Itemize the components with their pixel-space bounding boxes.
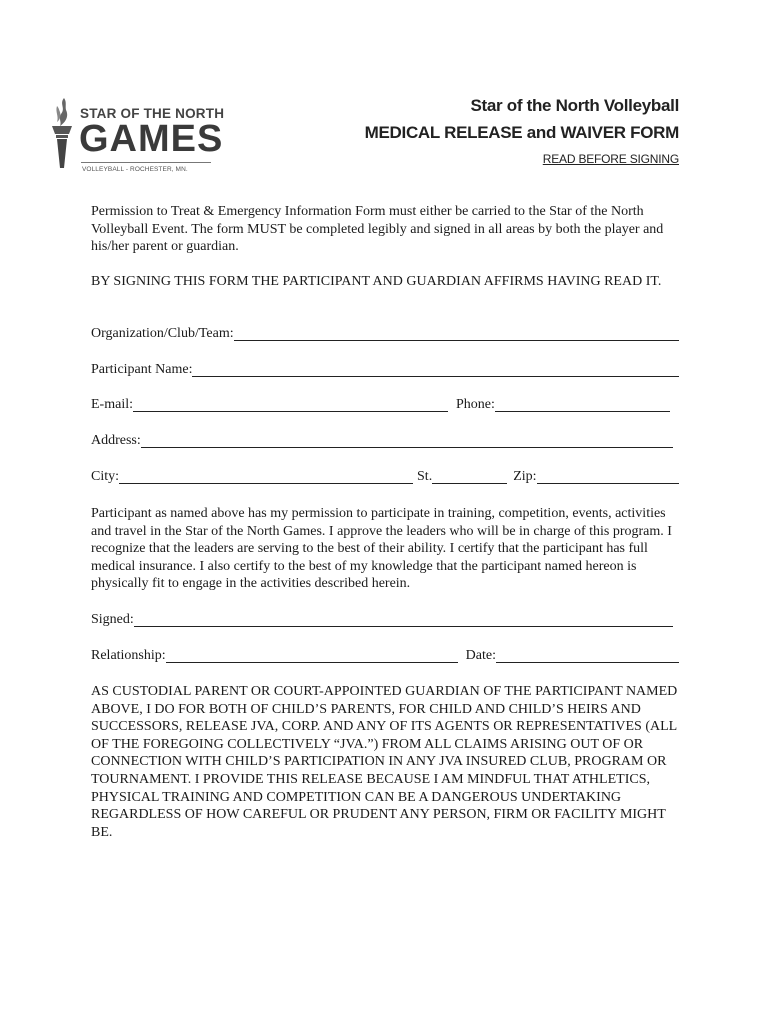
email-label: E-mail:	[91, 397, 133, 412]
email-field[interactable]	[133, 395, 448, 412]
phone-label: Phone:	[456, 397, 495, 412]
zip-label: Zip:	[513, 469, 537, 484]
date-field[interactable]	[496, 646, 679, 663]
organization-row	[91, 324, 679, 344]
affirm-paragraph: BY SIGNING THIS FORM THE PARTICIPANT AND GUARDIAN AFFIRMS HAVING READ IT.	[91, 274, 662, 289]
participant-name-field[interactable]	[192, 360, 679, 377]
date-label: Date:	[465, 648, 496, 663]
state-field[interactable]	[432, 467, 507, 484]
address-row	[91, 431, 679, 451]
signature-field[interactable]	[134, 610, 673, 627]
relationship-field[interactable]	[166, 646, 458, 663]
participant-name-label: Participant Name:	[91, 362, 193, 377]
intro-paragraph: Permission to Treat & Emergency Information Form must either be carried to the Star of the North Volleyball Event. The form MUST be completed legibly and signed in all areas by both the player and his/her parent or guardian.	[91, 204, 664, 255]
participant-name-row	[91, 360, 679, 380]
form-header	[365, 95, 679, 167]
logo-divider	[81, 162, 211, 163]
form-subtitle: MEDICAL RELEASE and WAIVER FORM	[364, 123, 679, 142]
relationship-row	[91, 646, 679, 666]
logo-main-text: GAMES	[79, 118, 224, 160]
phone-field[interactable]	[495, 395, 670, 412]
city-row	[91, 467, 679, 487]
form-title: Star of the North Volleyball	[470, 96, 679, 115]
read-notice: READ BEFORE SIGNING	[542, 152, 679, 166]
zip-field[interactable]	[537, 467, 679, 484]
permission-paragraph: Participant as named above has my permission to participate in training, competition, events, activities and travel in the Star of the North Games. I approve the leaders who will be in charge of this program. I recognize that the leaders are serving to the best of their ability. I certify that the participant has full medical insurance. I also certify to the best of my knowledge that the participant named hereon is physically fit to engage in the activities described herein.	[91, 506, 672, 592]
games-logo	[50, 96, 225, 176]
organization-field[interactable]	[234, 324, 679, 341]
city-field[interactable]	[119, 467, 413, 484]
state-label: St.	[417, 469, 433, 484]
logo-top-text: STAR OF THE NORTH	[80, 106, 225, 121]
city-label: City:	[91, 469, 120, 484]
signed-row	[91, 610, 679, 630]
torch-icon	[50, 96, 74, 170]
release-paragraph: AS CUSTODIAL PARENT OR COURT-APPOINTED GUARDIAN OF THE PARTICIPANT NAMED ABOVE, I DO FOR BOTH OF CHILD’S PARENTS, FOR CHILD AND CHILD’S HEIRS AND SUCCESSORS, RELEASE JVA, CORP. AND ANY OF ITS AGENTS OR REPRESENTATIVES (ALL OF THE FOREGOING COLLECTIVELY “JVA.”) FROM ALL CLAIMS ARISING OUT OF OR CONNECTION WITH CHILD’S PARTICIPATION IN ANY JVA INSURED CLUB, PROGRAM OR TOURNAMENT. I PROVIDE THIS RELEASE BECAUSE I AM MINDFUL THAT ATHLETICS, PHYSICAL TRAINING AND COMPETITION CAN BE A DANGEROUS UNDERTAKING REGARDLESS OF HOW CAREFUL OR PRUDENT ANY PERSON, FIRM OR FACILITY MIGHT BE.	[91, 684, 678, 840]
signed-label: Signed:	[91, 612, 134, 627]
relationship-label: Relationship:	[91, 648, 166, 663]
logo-sub-text: VOLLEYBALL - ROCHESTER, MN.	[82, 166, 188, 173]
address-field[interactable]	[141, 431, 673, 448]
address-label: Address:	[91, 433, 141, 448]
organization-label: Organization/Club/Team:	[91, 326, 234, 341]
contact-row	[91, 395, 679, 415]
